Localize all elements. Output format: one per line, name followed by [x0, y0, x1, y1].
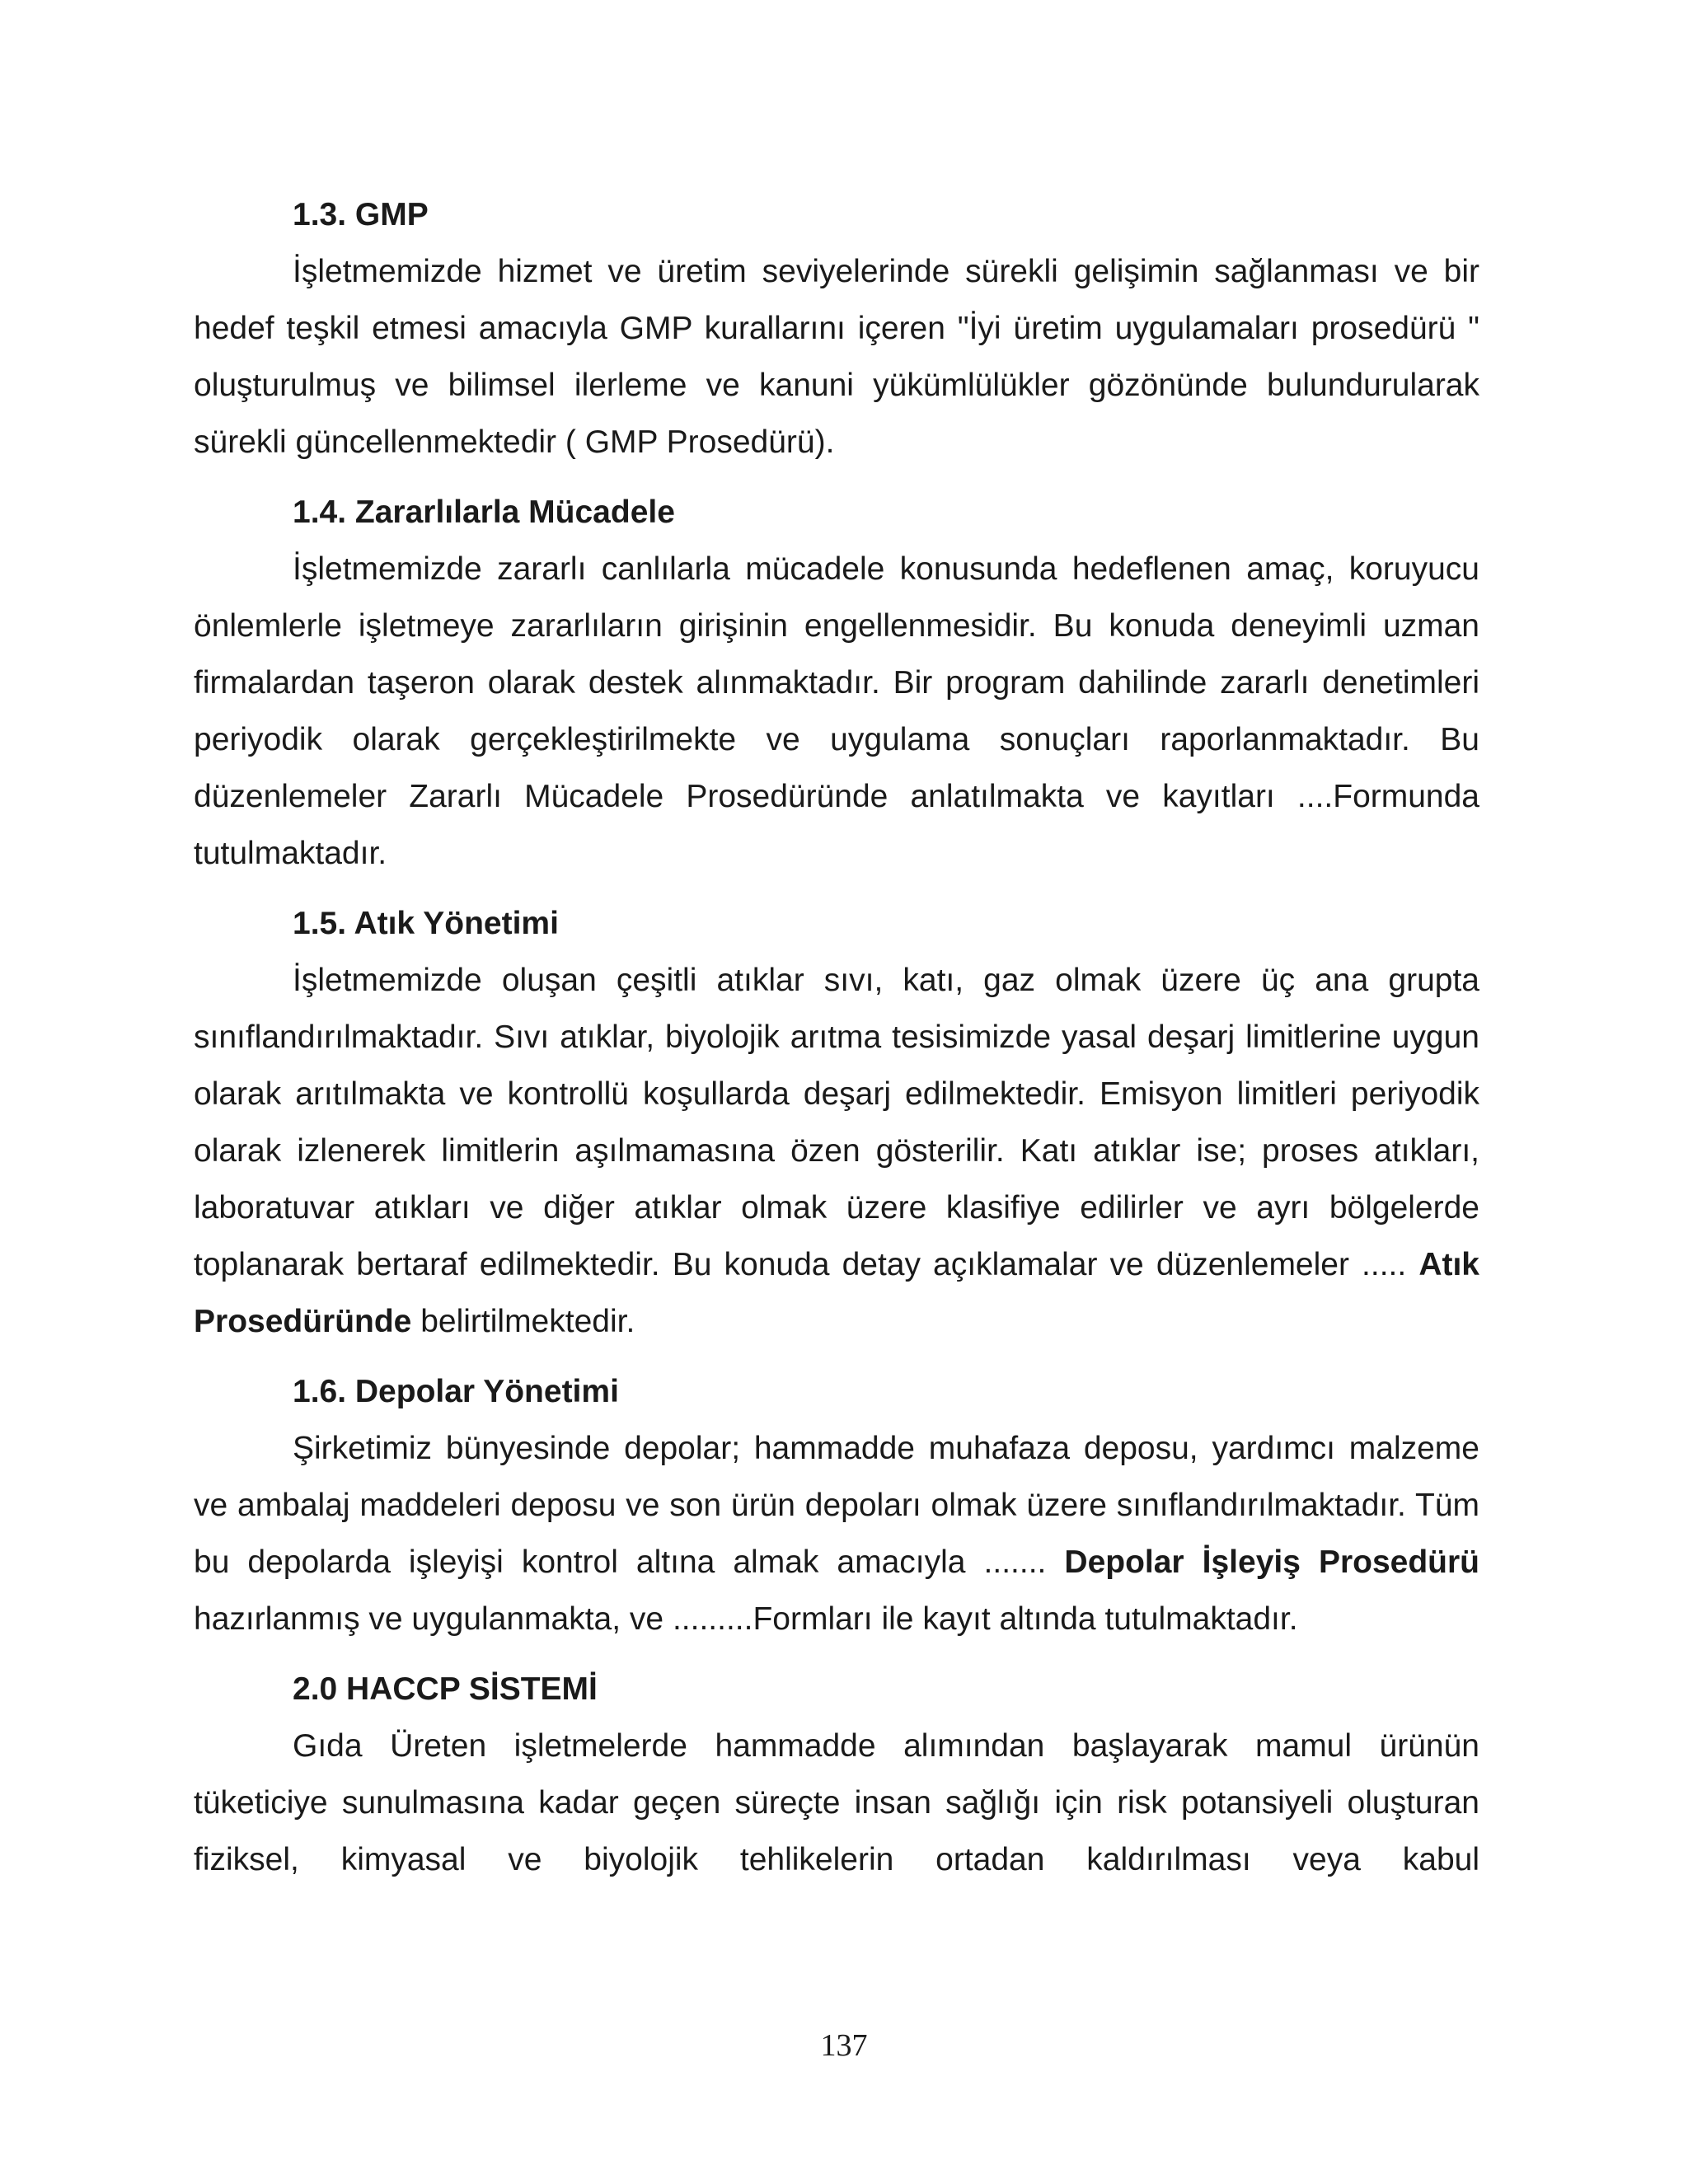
section-paragraph-gmp: İşletmemizde hizmet ve üretim seviyelerinde sürekli gelişimin sağlanması ve bir hedef teşkil etmesi amacıyla GMP kurallarını içeren "İyi üretim uygulamaları prosedürü " oluşturulmuş ve bilimsel ilerleme ve kanuni yükümlülükler gözönünde bulundurularak sürekli güncellenmektedir ( GMP Prosedürü).	[194, 254, 1479, 460]
section-paragraph-haccp: Gıda Üreten işletmelerde hammadde alımından başlayarak mamul ürünün tüketiciye sunulmasına kadar geçen süreçte insan sağlığı için risk potansiyeli oluşturan fiziksel, kimyasal ve biyolojik tehlikelerin ortadan kaldırılması veya kabul	[194, 1728, 1479, 1877]
paragraph-text: belirtilmektedir.	[411, 1304, 635, 1339]
paragraph-text: hazırlanmış ve uygulanmakta, ve .........Formları ile kayıt altında tutulmaktadır.	[194, 1601, 1298, 1637]
paragraph-bold-text: Depolar İşleyiş Prosedürü	[1064, 1544, 1479, 1580]
section-gap	[194, 471, 1479, 484]
paragraph-bold-text: Atık Prosedüründe	[194, 1247, 1479, 1339]
section-heading-haccp: 2.0 HACCP SİSTEMİ	[293, 1671, 598, 1707]
section-gap	[194, 1647, 1479, 1661]
section-paragraph-pest-control: İşletmemizde zararlı canlılarla mücadele konusunda hedeflenen amaç, koruyucu önlemlerle işletmeye zararlıların girişinin engellenmesidir. Bu konuda deneyimli uzman firmalardan taşeron olarak destek alınmaktadır. Bir program dahilinde zararlı denetimleri periyodik olarak gerçekleştirilmekte ve uygulama sonuçları raporlanmaktadır. Bu düzenlemeler Zararlı Mücadele Prosedüründe anlatılmakta ve kayıtları ....Formunda tutulmaktadır.	[194, 551, 1479, 871]
section-heading-warehouse-management: 1.6. Depolar Yönetimi	[293, 1374, 619, 1409]
section-heading-pest-control: 1.4. Zararlılarla Mücadele	[293, 494, 675, 530]
section-paragraph-waste-management	[194, 952, 1479, 1350]
page-number: 137	[820, 2028, 868, 2063]
section-gap	[194, 1350, 1479, 1363]
page-content	[194, 186, 1479, 1888]
paragraph-text: İşletmemizde oluşan çeşitli atıklar sıvı, katı, gaz olmak üzere üç ana grupta sınıflandırılmaktadır. Sıvı atıklar, biyolojik arıtma tesisimizde yasal deşarj limitlerine uygun olarak arıtılmakta ve kontrollü koşullarda deşarj edilmektedir. Emisyon limitleri periyodik olarak izlenerek limitlerin aşılmamasına özen gösterilir. Katı atıklar ise; proses atıkları, laboratuvar atıkları ve diğer atıklar olmak üzere klasifiye edilirler ve ayrı bölgelerde toplanarak bertaraf edilmektedir. Bu konuda detay açıklamalar ve düzenlemeler .....	[194, 963, 1479, 1282]
section-paragraph-warehouse-management	[194, 1420, 1479, 1647]
section-gap	[194, 882, 1479, 895]
section-heading-waste-management: 1.5. Atık Yönetimi	[293, 906, 559, 941]
section-heading-gmp: 1.3. GMP	[293, 197, 429, 232]
paragraph-text: Şirketimiz bünyesinde depolar; hammadde muhafaza deposu, yardımcı malzeme ve ambalaj maddeleri deposu ve son ürün depoları olmak üzere sınıflandırılmaktadır. Tüm bu depolarda işleyişi kontrol altına almak amacıyla .......	[194, 1431, 1479, 1580]
